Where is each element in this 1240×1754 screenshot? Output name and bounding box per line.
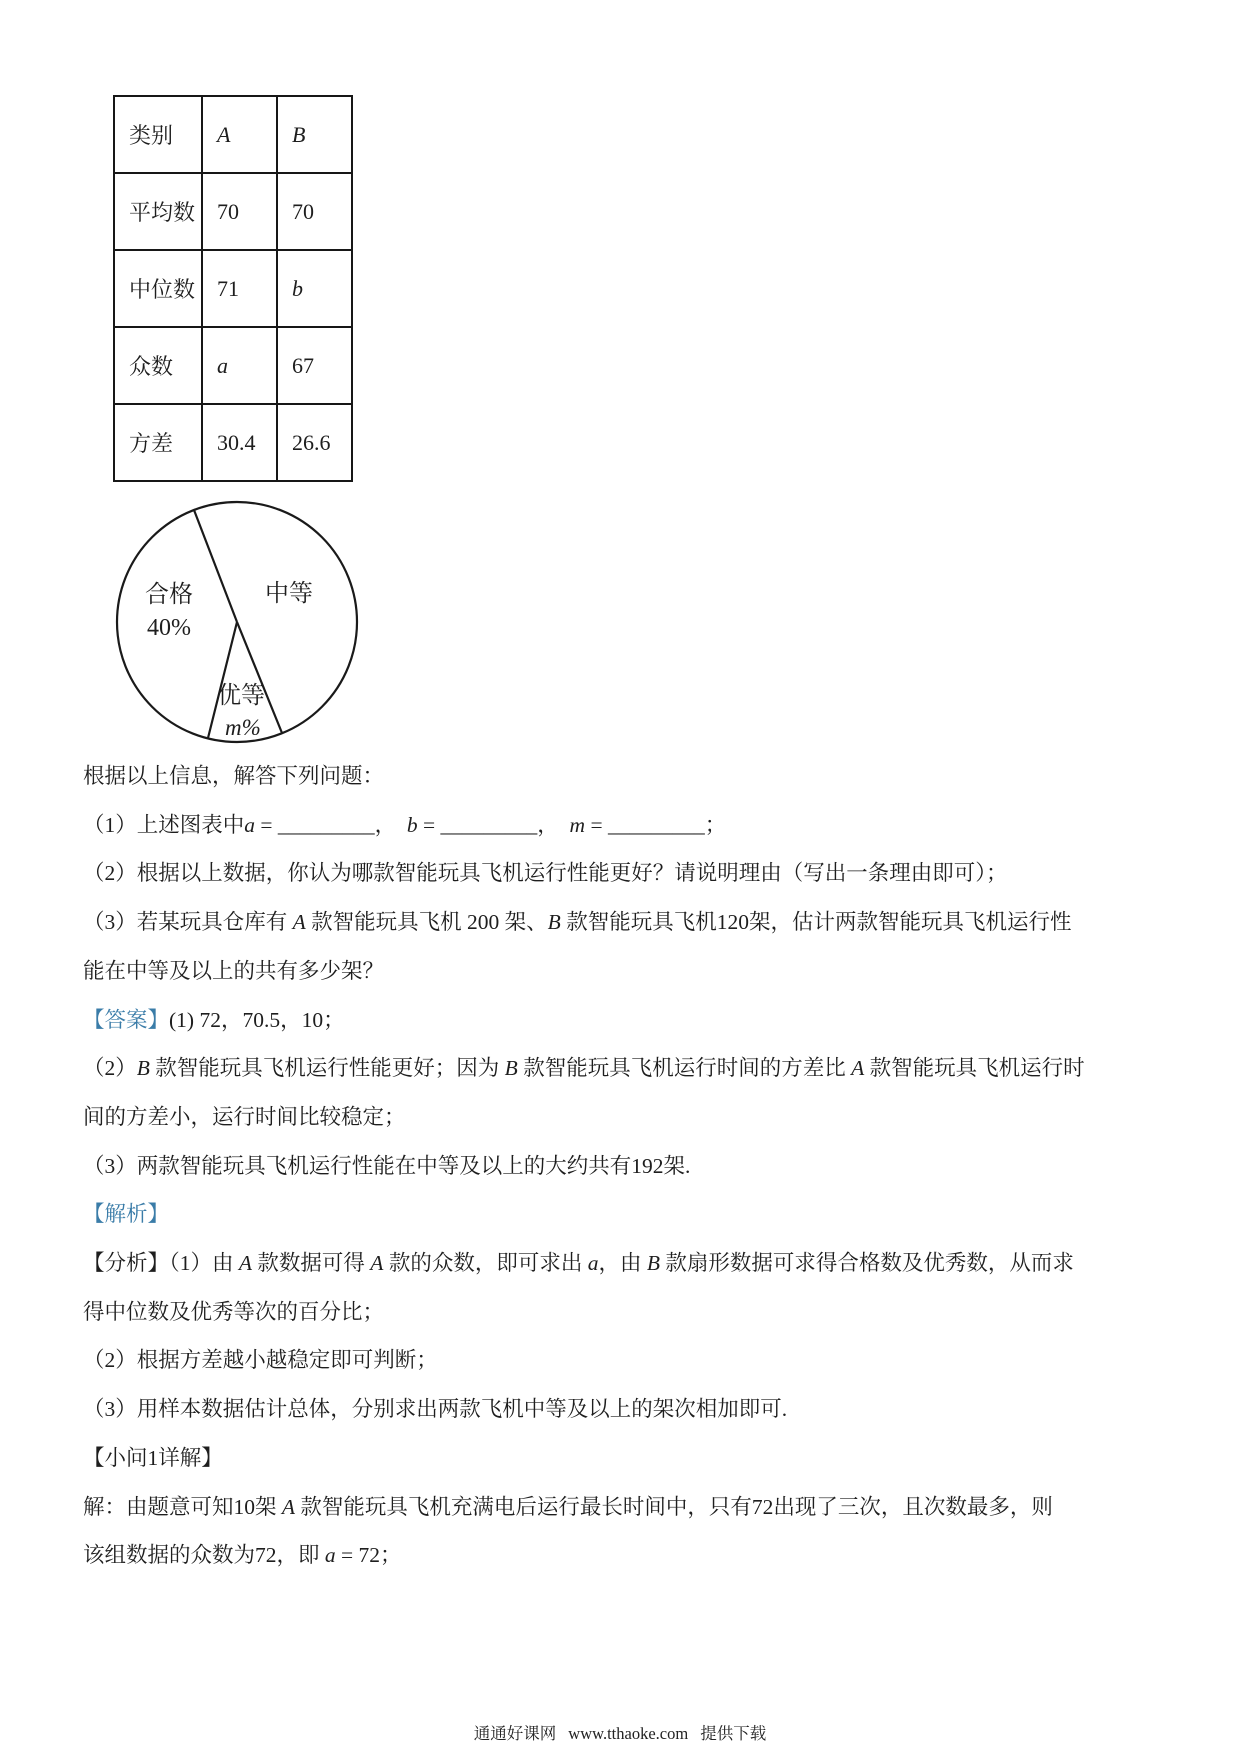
row-header-category: 类别 bbox=[114, 96, 202, 173]
table-row bbox=[114, 250, 352, 327]
footer-suffix: 提供下载 bbox=[700, 1724, 767, 1743]
paragraph-answer-2-line1: （2）B 款智能玩具飞机运行性能更好；因为 B 款智能玩具飞机运行时间的方差比 A 款智能玩具飞机运行时 bbox=[83, 1056, 1085, 1081]
cell-mean-a: 70 bbox=[202, 173, 277, 250]
paragraph-q3-line2: 能在中等及以上的共有多少架？ bbox=[83, 958, 385, 983]
statistics-table bbox=[113, 95, 353, 482]
row-header-median: 中位数 bbox=[114, 250, 202, 327]
paragraph-q1: （1）上述图表中a = _________， b = _________， m = _________； bbox=[83, 812, 727, 837]
table-row bbox=[114, 173, 352, 250]
pie-slice-value-youdeng: m% bbox=[225, 715, 261, 740]
cell-median-a: 71 bbox=[202, 250, 277, 327]
paragraph-xiaowen1-header: 【小问1详解】 bbox=[83, 1445, 223, 1470]
paragraph-fenxi-q3: （3）用样本数据估计总体，分别求出两款飞机中等及以上的架次相加即可. bbox=[83, 1397, 788, 1422]
jiexi-tag: 【解析】 bbox=[83, 1202, 170, 1227]
pie-chart bbox=[107, 492, 369, 752]
cell-variance-a: 30.4 bbox=[202, 404, 277, 481]
cell-category-a: A bbox=[202, 96, 277, 173]
cell-mode-a: a bbox=[202, 327, 277, 404]
pie-slice-label-hege: 合格 bbox=[145, 582, 193, 608]
table-row bbox=[114, 96, 352, 173]
paragraph-answer-2-line2: 间的方差小，运行时间比较稳定； bbox=[83, 1104, 406, 1129]
cell-mode-b: 67 bbox=[277, 327, 352, 404]
pie-slice-label-youdeng: 优等 bbox=[217, 683, 265, 709]
paragraph-jie-line2: 该组数据的众数为72，即 a = 72； bbox=[83, 1543, 402, 1568]
paragraph-jiexi-header bbox=[83, 1190, 1193, 1239]
paragraph-q3-line1: （3）若某玩具仓库有 A 款智能玩具飞机 200 架、B 款智能玩具飞机120架，估计两款智能玩具飞机运行性 bbox=[83, 910, 1072, 935]
row-header-mean: 平均数 bbox=[114, 173, 202, 250]
body-text bbox=[83, 752, 1193, 1580]
paragraph-answer-3: （3）两款智能玩具飞机运行性能在中等及以上的大约共有192架. bbox=[83, 1153, 691, 1178]
paragraph-q2: （2）根据以上数据，你认为哪款智能玩具飞机运行性能更好？请说明理由（写出一条理由即可）； bbox=[83, 861, 1008, 886]
footer-site-name: 通通好课网 bbox=[473, 1724, 557, 1743]
paragraph-jie-line1: 解：由题意可知10架 A 款智能玩具飞机充满电后运行最长时间中，只有72出现了三次，且次数最多，则 bbox=[83, 1494, 1053, 1519]
page-footer bbox=[0, 1720, 1240, 1744]
row-header-mode: 众数 bbox=[114, 327, 202, 404]
footer-url: www.tthaoke.com bbox=[568, 1724, 689, 1743]
paragraph-fenxi-line2: 得中位数及优秀等次的百分比； bbox=[83, 1299, 385, 1324]
paragraph-info-prompt: 根据以上信息，解答下列问题： bbox=[83, 764, 385, 788]
cell-mean-b: 70 bbox=[277, 173, 352, 250]
pie-slice-label-zhongdeng: 中等 bbox=[265, 581, 313, 607]
cell-median-b: b bbox=[277, 250, 352, 327]
paragraph-answer-1: 【答案】(1) 72，70.5，10； bbox=[83, 1007, 345, 1032]
cell-variance-b: 26.6 bbox=[277, 404, 352, 481]
cell-category-b: B bbox=[277, 96, 352, 173]
row-header-variance: 方差 bbox=[114, 404, 202, 481]
paragraph-fenxi-line1: 【分析】（1）由 A 款数据可得 A 款的众数，即可求出 a，由 B 款扇形数据可求得合格数及优秀数，从而求 bbox=[83, 1251, 1074, 1276]
table-row bbox=[114, 327, 352, 404]
answer-tag: 【答案】 bbox=[83, 1007, 170, 1032]
pie-slice-value-hege: 40% bbox=[147, 615, 191, 641]
paragraph-fenxi-q2: （2）根据方差越小越稳定即可判断； bbox=[83, 1348, 438, 1373]
table-row bbox=[114, 404, 352, 481]
